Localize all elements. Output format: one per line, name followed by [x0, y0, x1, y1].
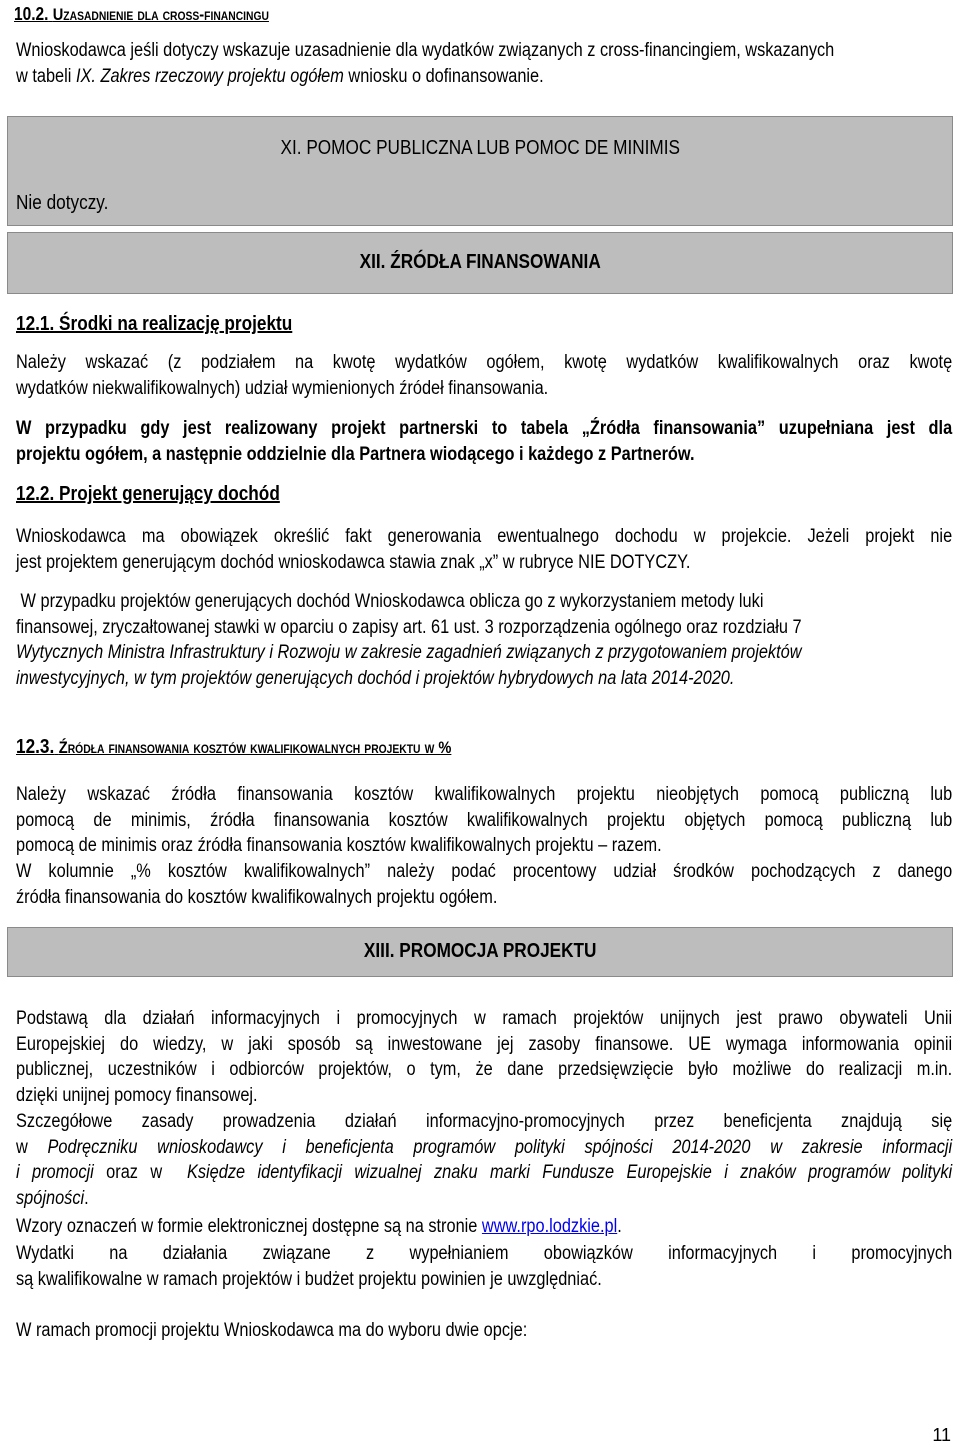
- paragraph-line: W przypadku projektów generujących dochód Wnioskodawca oblicza go z wykorzystaniem metody luki: [16, 591, 764, 612]
- section-12-1-paragraph-2: [16, 416, 952, 467]
- section-XIII-paragraph-4: [16, 1241, 952, 1292]
- section-12-2-paragraph-1: [16, 524, 952, 575]
- paragraph-line: Wzory oznaczeń w formie elektronicznej dostępne są na stronie www.rpo.lodzkie.pl.: [16, 1216, 622, 1237]
- section-10-2-heading: [14, 2, 310, 27]
- section-XII-banner: [7, 232, 953, 294]
- section-12-2-heading: 12.2. Projekt generujący dochód: [16, 483, 280, 505]
- paragraph-line: wydatków niekwalifikowalnych) udział wymienionych źródeł finansowania.: [16, 377, 549, 399]
- section-12-1-paragraph-1: [16, 350, 952, 401]
- section-number: 10.2.: [14, 4, 49, 24]
- paragraph-line: Podstawą dla działań informacyjnych i promocyjnych w ramach projektów unijnych jest prawo obywateli Unii: [16, 1008, 953, 1029]
- paragraph-line: są kwalifikowalne w ramach projektów i budżet projektu powinien je uwzględniać.: [16, 1268, 602, 1290]
- section-XII-heading: XII. ŹRÓDŁA FINANSOWANIA: [359, 251, 601, 273]
- section-XIII-heading: XIII. PROMOCJA PROJEKTU: [363, 940, 597, 962]
- paragraph-line: jest projektem generującym dochód wnioskodawca stawia znak „x” w rubryce NIE DOTYCZY.: [16, 551, 691, 573]
- paragraph-line: Szczegółowe zasady prowadzenia działań informacyjno-promocyjnych przez beneficjenta znajdują się: [16, 1111, 953, 1132]
- section-XIII-paragraph-5: [16, 1318, 952, 1344]
- paragraph-line: i promocji oraz w Księdze identyfikacji wizualnej znaku marki Fundusze Europejskie i znaków programów polityki: [16, 1162, 953, 1183]
- section-XIII-paragraph-3: [16, 1214, 952, 1240]
- section-12-2-paragraph-2: [16, 589, 952, 691]
- paragraph-line: źródła finansowania do kosztów kwalifikowalnych projektu ogółem.: [16, 886, 498, 908]
- paragraph-line: W kolumnie „% kosztów kwalifikowalnych” należy podać procentowy udział środków pochodzących z danego: [16, 861, 953, 882]
- paragraph-line: spójności.: [16, 1187, 89, 1209]
- section-XIII-paragraph-2: [16, 1109, 952, 1211]
- paragraph-line: finansowej, zryczałtowanej stawki w oparciu o zapisy art. 61 ust. 3 rozporządzenia ogólnego oraz rozdziału 7: [16, 616, 802, 638]
- paragraph-line: dzięki unijnej pomocy finansowej.: [16, 1084, 258, 1106]
- paragraph-line: Należy wskazać źródła finansowania kosztów kwalifikowalnych projektu nieobjętych pomocą publiczną lub: [16, 784, 953, 805]
- section-12-3-paragraph-2: [16, 859, 952, 910]
- rpo-website-link[interactable]: www.rpo.lodzkie.pl: [481, 1216, 618, 1237]
- section-XI-banner: [7, 116, 953, 226]
- section-12-3-heading: 12.3. Źródła finansowania kosztów kwalifikowalnych projektu w %: [16, 736, 452, 758]
- paragraph-line: Europejskiej do wiedzy, w jaki sposób są inwestowane jej zasoby finansowe. UE wymaga informowania opinii: [16, 1033, 953, 1055]
- paragraph-line: Wydatki na działania związane z wypełnianiem obowiązków informacyjnych i promocyjnych: [16, 1243, 953, 1264]
- paragraph-line: Wytycznych Ministra Infrastruktury i Rozwoju w zakresie zagadnień związanych z przygotowaniem projektów: [16, 642, 802, 663]
- section-12-3-paragraph-1: [16, 782, 952, 859]
- not-applicable-note: Nie dotyczy.: [16, 192, 109, 214]
- paragraph-line: inwestycyjnych, w tym projektów generujących dochód i projektów hybrydowych na lata 2014-2020.: [16, 667, 735, 689]
- paragraph-line: W przypadku gdy jest realizowany projekt partnerski to tabela „Źródła finansowania” uzupełniana jest dla: [16, 418, 953, 439]
- paragraph-line: w Podręczniku wnioskodawcy i beneficjenta programów polityki spójności 2014-2020 w zakresie informacji: [16, 1136, 953, 1158]
- paragraph-line: pomocą de minimis oraz źródła finansowania kosztów kwalifikowalnych projektu – razem.: [16, 835, 662, 856]
- paragraph-line: W ramach promocji projektu Wnioskodawca ma do wyboru dwie opcje:: [16, 1320, 528, 1341]
- page-number: 11: [932, 1425, 951, 1445]
- paragraph-line: Należy wskazać (z podziałem na kwotę wydatków ogółem, kwotę wydatków kwalifikowalnych oraz kwotę: [16, 352, 953, 373]
- paragraph-line: pomocą de minimis, źródła finansowania kosztów kwalifikowalnych projektu objętych pomocą publiczną lub: [16, 809, 953, 831]
- section-12-1-heading: 12.1. Środki na realizację projektu: [16, 313, 293, 335]
- section-XI-heading: XI. POMOC PUBLICZNA LUB POMOC DE MINIMIS: [280, 137, 680, 159]
- paragraph-line: Wnioskodawca jeśli dotyczy wskazuje uzasadnienie dla wydatków związanych z cross-financingiem, wskazanych: [16, 40, 835, 61]
- paragraph-line: projektu ogółem, a następnie oddzielnie dla Partnera wiodącego i każdego z Partnerów.: [16, 443, 695, 465]
- paragraph-line: publicznej, uczestników i odbiorców projektów, o tym, że dane przedsięwzięcie było możliwe do realizacji m.in.: [16, 1059, 953, 1080]
- section-XIII-paragraph-1: [16, 1006, 952, 1108]
- section-title: Uzasadnienie dla cross-financingu: [52, 5, 269, 24]
- section-10-2-body: [16, 38, 960, 89]
- paragraph-line: Wnioskodawca ma obowiązek określić fakt generowania ewentualnego dochodu w projekcie. Jeżeli projekt nie: [16, 526, 953, 547]
- section-XIII-banner: [7, 927, 953, 977]
- paragraph-line: w tabeli IX. Zakres rzeczowy projektu ogółem wniosku o dofinansowanie.: [16, 65, 544, 87]
